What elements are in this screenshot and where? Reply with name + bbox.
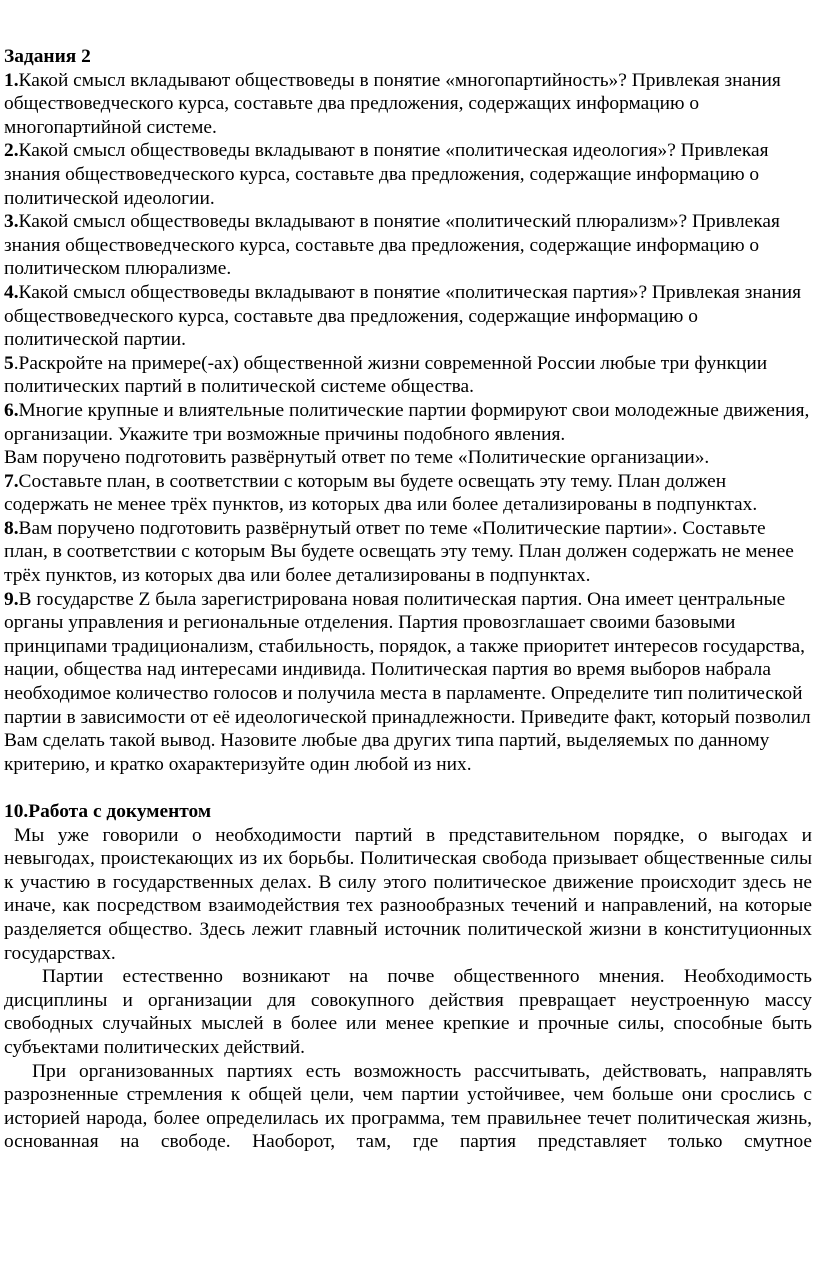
task-number: 2. bbox=[4, 140, 19, 162]
task-item-9 bbox=[4, 588, 812, 777]
task-number: 1. bbox=[4, 69, 19, 91]
document-title: 10.Работа с документом bbox=[4, 801, 212, 822]
task-number: 6. bbox=[4, 399, 19, 421]
document-paragraph-2: Партии естественно возникают на почве общественного мнения. Необходимость дисциплины и организации для совокупного действия превращает неустроенную массу свободных случайных мыслей в более или менее крепкие и прочные силы, способные быть субъектами политических действий. bbox=[4, 966, 812, 1058]
task-item-2 bbox=[4, 139, 812, 210]
task-text: Многие крупные и влиятельные политические партии формируют свои молодежные движения, организации. Укажите три возможные причины подобного явления. bbox=[4, 399, 810, 445]
task-text: Какой смысл обществоведы вкладывают в понятие «политическая партия»? Привлекая знания обществоведческого курса, составьте два предложения, содержащие информацию о политической партии. bbox=[4, 281, 802, 351]
task-item-3 bbox=[4, 210, 812, 281]
task-number: 9. bbox=[4, 588, 19, 610]
document-paragraph-3: При организованных партиях есть возможность рассчитывать, действовать, направлять разрозненные стремления к общей цели, чем партии устойчивее, чем больше они срослись с историей народа, более определилась их программа, тем правильнее течет политическая жизнь, основанная на свободе. Наоборот, там, где партия представляет только смутное bbox=[4, 1060, 812, 1153]
task-item-6 bbox=[4, 399, 812, 446]
task-number: 5 bbox=[4, 352, 14, 374]
blank-line bbox=[4, 776, 812, 800]
document-page bbox=[4, 45, 812, 1154]
task-text: Какой смысл обществоведы вкладывают в понятие «политическая идеология»? Привлекая знания обществоведческого курса, составьте два предложения, содержащие информацию о политической идеологии. bbox=[4, 140, 769, 209]
document-paragraph-1: Мы уже говорили о необходимости партий в представительном порядке, о выгодах и невыгодах, проистекающих из их борьбы. Политическая свобода призывает общественные силы к участию в государственных делах. В силу этого политическое движение происходит здесь не иначе, как посредством взаимодействия тех разнообразных течений и направлений, на которые разделяется общество. Здесь лежит главный источник политической жизни в конституционных государствах. bbox=[4, 824, 812, 964]
task-number: 4. bbox=[4, 281, 19, 303]
task-item-7 bbox=[4, 470, 812, 517]
assignment-line: Вам поручено подготовить развёрнутый ответ по теме «Политические организации». bbox=[4, 447, 710, 469]
task-item-4 bbox=[4, 281, 812, 352]
task-number: 8. bbox=[4, 517, 19, 539]
task-text: В государстве Z была зарегистрирована новая политическая партия. Она имеет центральные органы управления и региональные отделения. Партия провозглашает своими базовыми принципами традиционализм, стабильность, порядок, а также приоритет интересов государства, нации, общества над интересами индивида. Политическая партия во время выборов набрала необходимое количество голосов и получила места в парламенте. Определите тип политической партии в зависимости от её идеологической принадлежности. Приведите факт, который позволил Вам сделать такой вывод. Назовите любые два других типа партий, выделяемых по данному критерию, и кратко охарактеризуйте один любой из них. bbox=[4, 588, 811, 775]
task-text: .Раскройте на примере(-ах) общественной жизни современной России любые три функции политических партий в политической системе общества. bbox=[4, 352, 768, 398]
task-text: Вам поручено подготовить развёрнутый ответ по теме «Политические партии». Составьте план, в соответствии с которым Вы будете освещать эту тему. План должен содержать не менее трёх пунктов, из которых два или более детализированы в подпунктах. bbox=[4, 517, 794, 587]
task-item-8 bbox=[4, 517, 812, 588]
task-text: Какой смысл вкладывают обществоведы в понятие «многопартийность»? Привлекая знания обществоведческого курса, составьте два предложения, содержащих информацию о многопартийной системе. bbox=[4, 69, 781, 138]
task-number: 3. bbox=[4, 211, 19, 233]
section-title: Задания 2 bbox=[4, 46, 91, 67]
task-item-5 bbox=[4, 352, 812, 399]
task-text: Какой смысл обществоведы вкладывают в понятие «политический плюрализм»? Привлекая знания обществоведческого курса, составьте два предложения, содержащие информацию о политическом плюрализме. bbox=[4, 211, 780, 280]
task-number: 7. bbox=[4, 470, 19, 492]
task-text: Составьте план, в соответствии с которым вы будете освещать эту тему. План должен содержать не менее трёх пунктов, из которых два или более детализированы в подпунктах. bbox=[4, 470, 758, 516]
task-item-1 bbox=[4, 69, 812, 140]
